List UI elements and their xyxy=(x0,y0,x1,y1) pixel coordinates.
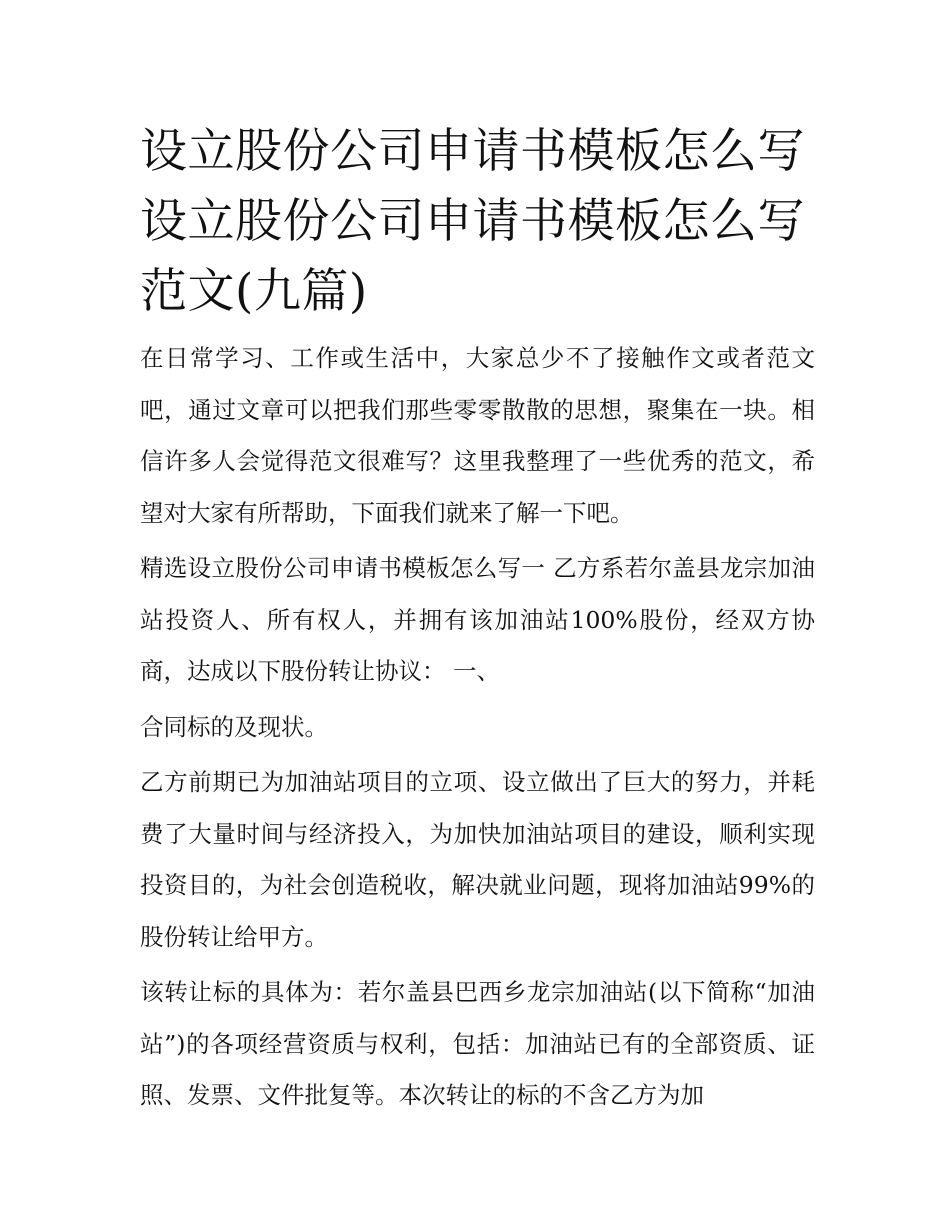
document-body xyxy=(140,117,815,1126)
contract-subject-heading: 合同标的及现状。 xyxy=(140,712,328,741)
transfer-object-paragraph: 该转让标的具体为：若尔盖县巴西乡龙宗加油站(以下简称“加油站”)的各项经营资质与权利，包括：加油站已有的全部资质、证照、发票、文件批复等。本次转让的标的不含乙方为加 xyxy=(140,978,815,1109)
transfer-background-paragraph: 乙方前期已为加油站项目的立项、设立做出了巨大的努力，并耗费了大量时间与经济投入，为加快加油站项目的建设，顺利实现投资目的，为社会创造税收，解决就业问题，现将加油站99%的股份转让给甲方。 xyxy=(140,768,815,951)
intro-paragraph: 在日常学习、工作或生活中，大家总少不了接触作文或者范文吧，通过文章可以把我们那些零零散散的思想，聚集在一块。相信许多人会觉得范文很难写？这里我整理了一些优秀的范文，希望对大家有所帮助，下面我们就来了解一下吧。 xyxy=(140,344,815,527)
document-title: 设立股份公司申请书模板怎么写 设立股份公司申请书模板怎么写范文(九篇) xyxy=(140,124,805,319)
article-one-paragraph: 精选设立股份公司申请书模板怎么写一 乙方系若尔盖县龙宗加油站投资人、所有权人，并拥有该加油站100%股份，经双方协商，达成以下股份转让协议： 一、 xyxy=(140,554,815,685)
